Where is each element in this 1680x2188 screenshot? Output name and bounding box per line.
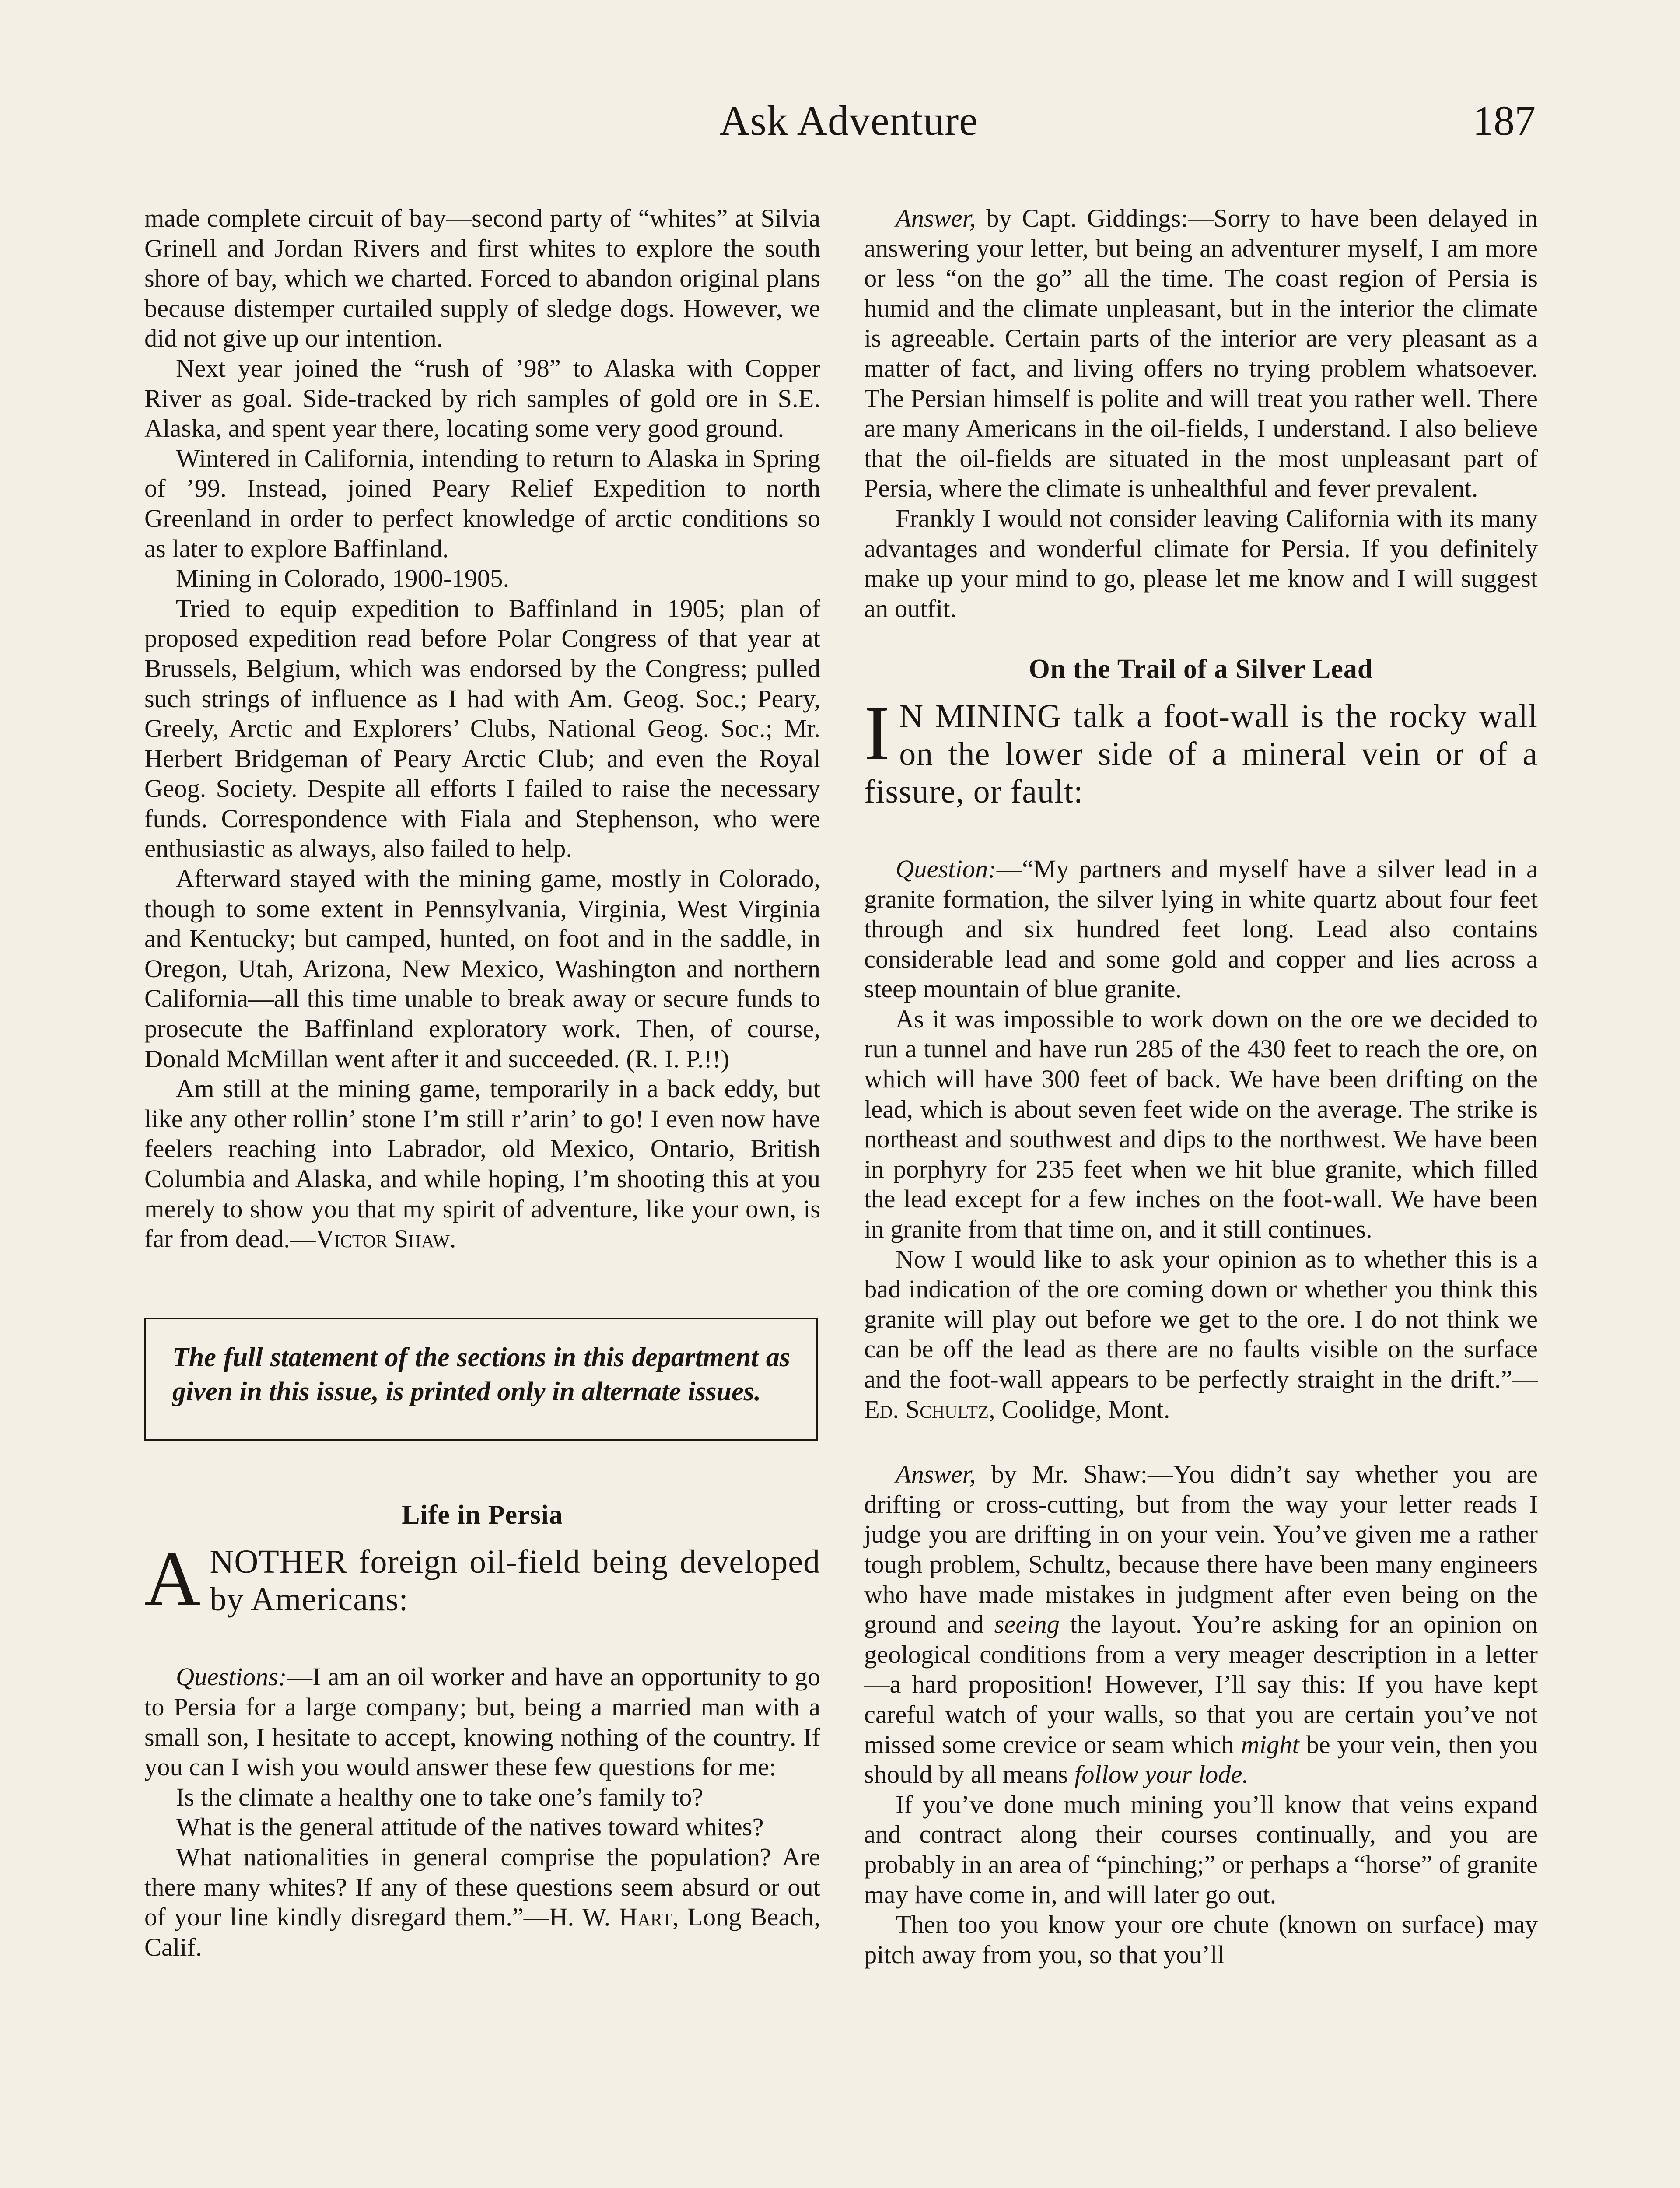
answer-text: the layout. You’re asking for an opinion on geological conditions from a very meager description in a letter—a hard proposition! However, I’ll say this: If you have kept careful watch of your walls, so that you are certain you’ve not missed some crevice or seam which [864, 1610, 1538, 1759]
answer-emphasis: seeing [994, 1610, 1060, 1639]
paragraph: If you’ve done much mining you’ll know that veins expand and contract along their courses continually, and you are probably in an area of “pinching;” or perhaps a “horse” of granite may have come in, and will later go out. [864, 1790, 1538, 1909]
answer-text: be your vein, then you should by all means [864, 1730, 1538, 1789]
question-text: What nationalities in general comprise the population? Are there many whites? If any of these questions seem absurd or out of your line kindly disregard them.”— [144, 1842, 820, 1932]
answer-emphasis: follow your lode. [1074, 1760, 1249, 1789]
author-signature: Victor Shaw. [315, 1224, 456, 1253]
author-location: Long Beach, Calif. [144, 1903, 821, 1961]
page-number: 187 [1473, 97, 1536, 144]
answer-paragraph [864, 203, 1538, 504]
left-column [144, 203, 820, 1962]
question-label: Question: [896, 854, 997, 883]
paragraph [864, 1245, 1538, 1425]
notice-text: The full statement of the sections in this department as given in this issue, is printed only in alternate issues. [172, 1342, 790, 1406]
answer-label: Answer, [896, 204, 976, 232]
paragraph: Then too you know your ore chute (known on surface) may pitch away from you, so that you’ll [864, 1910, 1538, 1969]
answer-paragraph [864, 1459, 1538, 1790]
lead-text: N MINING talk a foot-wall is the rocky wall on the lower side of a mineral vein or of a fissure, or fault: [864, 698, 1538, 810]
question-text: —“My partners and myself have a silver lead in a granite formation, the silver lying in white quartz about four feet through and six hundred feet long. Lead also contains considerable lead and some gold and copper and lies across a steep mountain of blue granite. [864, 854, 1538, 1003]
lead-text: NOTHER foreign oil-field being developed by Americans: [210, 1543, 820, 1618]
question-item: Is the climate a healthy one to take one’s family to? [176, 1782, 704, 1811]
right-column [864, 203, 1538, 1970]
question-item [144, 1842, 820, 1962]
editorial-notice-box [144, 1318, 818, 1441]
paragraph: As it was impossible to work down on the ore we decided to run a tunnel and have run 285 of the 430 feet to reach the ore, on which will have 300 feet of back. We have been drifting on the lead, which is about seven feet wide on the average. The strike is northeast and southwest and dips to the northwest. We have been in porphyry for 235 feet when we hit blue granite, which filled the lead except for a few inches on the foot-wall. We have been in granite from that time on, and it still continues. [864, 1004, 1538, 1244]
answer-text: by Mr. Shaw:—You didn’t say whether you are drifting or cross-cutting, but from the way your letter reads I judge you are drifting in on your vein. You’ve given me a rather tough problem, Schultz, because there have been many engineers who have made mistakes in judgment after even being on the ground and [864, 1460, 1538, 1639]
paragraph: Next year joined the “rush of ’98” to Alaska with Copper River as goal. Side-tracked by rich samples of gold ore in S.E. Alaska, and spent year there, locating some very good ground. [144, 354, 820, 443]
question-item: What is the general attitude of the natives toward whites? [176, 1813, 764, 1841]
answer-emphasis: might [1241, 1730, 1299, 1759]
paragraph: Wintered in California, intending to return to Alaska in Spring of ’99. Instead, joined Peary Relief Expedition to north Greenland in order to perfect knowledge of arctic conditions so as later to explore Baffinland. [144, 444, 820, 563]
question-label: Questions: [176, 1662, 287, 1691]
paragraph-text: Now I would like to ask your opinion as to whether this is a bad indication of the ore coming down or whether you think this granite will play out before we get to the ore. I do not think we can be off the lead as there are no faults visible on the surface and the foot-wall appears to be perfectly straight in the drift.”— [864, 1245, 1538, 1393]
paragraph-text: Am still at the mining game, temporarily in a back eddy, but like any other rollin’ stone I’m still r’arin’ to go! I even now have feelers reaching into Labrador, old Mexico, Ontario, British Columbia and Alaska, and while hoping, I’m shooting this at you merely to show you that my spirit of adventure, like your own, is far from dead.— [144, 1074, 820, 1253]
drop-cap: I [864, 689, 891, 776]
author-location: Coolidge, Mont. [995, 1395, 1170, 1424]
paragraph: Mining in Colorado, 1900-1905. [176, 564, 510, 593]
author-signature: Ed. Schultz, [864, 1395, 995, 1424]
paragraph: made complete circuit of bay—second party of “whites” at Silvia Grinell and Jordan Rivers and first whites to explore the south shore of bay, which we charted. Forced to abandon original plans because distemper curtailed supply of sledge dogs. However, we did not give up our intention. [144, 204, 820, 353]
section-lead-silver [864, 689, 1538, 810]
drop-cap: A [144, 1535, 201, 1622]
question-paragraph [144, 1662, 820, 1782]
paragraph: Afterward stayed with the mining game, mostly in Colorado, though to some extent in Pennsylvania, Virginia, West Virginia and Kentucky; but camped, hunted, on foot and in the saddle, in Oregon, Utah, Arizona, New Mexico, Washington and northern California—all this time unable to break away or secure funds to prosecute the Baffinland exploratory work. Then, of course, Donald McMillan went after it and succeeded. (R. I. P.!!) [144, 864, 820, 1073]
author-signature: H. W. Hart, [549, 1903, 679, 1932]
paragraph: Frankly I would not consider leaving California with its many advantages and wonderful climate for Persia. If you definitely make up your mind to go, please let me know and I will suggest an outfit. [864, 504, 1538, 623]
question-text: —I am an oil worker and have an opportunity to go to Persia for a large company; but, being a married man with a small son, I hesitate to accept, knowing nothing of the country. If you can I wish you would answer these few questions for me: [144, 1662, 820, 1781]
paragraph [144, 1074, 820, 1254]
section-heading-silver-lead: On the Trail of a Silver Lead [1029, 654, 1373, 684]
answer-label: Answer, [896, 1460, 976, 1489]
section-heading-persia: Life in Persia [402, 1500, 563, 1530]
answer-text: by Capt. Giddings:—Sorry to have been delayed in answering your letter, but being an adventurer myself, I am more or less “on the go” all the time. The coast region of Persia is humid and the climate unpleasant, but in the interior the climate is agreeable. Certain parts of the interior are very pleasant as a matter of fact, and living offers no trying problem whatsoever. The Persian himself is polite and will treat you rather well. There are many Americans in the oil-fields, I understand. I also believe that the oil-fields are situated in the most unpleasant part of Persia, where the climate is unhealthful and fever prevalent. [864, 204, 1538, 503]
running-head [0, 96, 1680, 153]
question-paragraph [864, 854, 1538, 1004]
paragraph: Tried to equip expedition to Baffinland in 1905; plan of proposed expedition read before Polar Congress of that year at Brussels, Belgium, which was endorsed by the Congress; pulled such strings of influence as I had with Am. Geog. Soc.; Peary, Greely, Arctic and Explorers’ Clubs, National Geog. Soc.; Mr. Herbert Bridgeman of Peary Arctic Club; and even the Royal Geog. Society. Despite all efforts I failed to raise the necessary funds. Correspondence with Fiala and Stephenson, who were enthusiastic as always, also failed to help. [144, 594, 820, 863]
department-title: Ask Adventure [719, 97, 978, 144]
section-lead-persia [144, 1535, 820, 1622]
